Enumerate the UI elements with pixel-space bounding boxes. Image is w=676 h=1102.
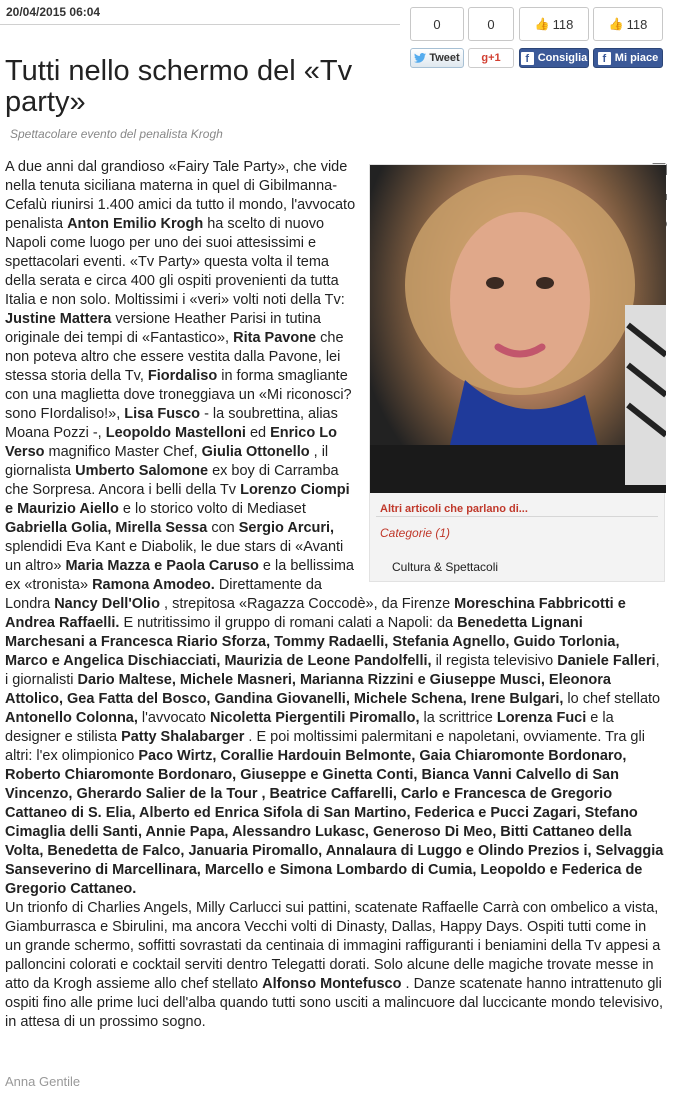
person-name: Gabriella Golia, Mirella Sessa: [5, 520, 208, 536]
person-name: Daniele Falleri: [557, 653, 656, 669]
person-name: Maria Mazza e Paola Caruso: [65, 558, 259, 574]
article-body: [5, 158, 665, 1032]
person-name: Paco Wirtz, Corallie Hardouin Belmonte, Gaia Chiaromonte Bordonaro, Roberto Chiaromonte Bordonaro, Giuseppe e Ginetta Conti, Bianca Vanni Calvello di San Vincenzo, Gherardo Salier de la Tour , Beatrice Caffarelli, Carlo e Francesca de Gregorio Cattaneo di S. Elia, Alberto ed Enrica Sifola di San Martino, Federica e Pucci Zagari, Stefano Cimaglia delli Santi, Annie Papa, Alessandro Lukasc, Generoso Di Meo, Bitti Cattaneo della Volta, Benedetta de Falco, Januaria Piromallo, Annalaura di Luggo e Olindo Prezios i, Selvaggia Sanseverino di Marcellinara, Marcello e Simona Lombardo di Cumia, Leopoldo e Federica de Gregorio Cattaneo.: [5, 748, 664, 897]
person-name: Nicoletta Piergentili Piromallo,: [210, 710, 420, 726]
facebook-icon: f: [521, 52, 534, 65]
counter-value: 118: [626, 16, 648, 32]
twitter-icon: [414, 53, 426, 63]
gplus-button[interactable]: [468, 48, 514, 68]
mi-piace-label: Mi piace: [614, 52, 659, 64]
person-name: Leopoldo Mastelloni: [105, 425, 246, 441]
article-date: 20/04/2015 06:04: [6, 5, 101, 19]
text-run: in forma smagliante con una maglietta dove troneggiava un «Mi riconosci? sono FIordaliso!»,: [5, 368, 352, 422]
related-box: [369, 164, 665, 582]
text-run: . E poi moltissimi palermitani e napoletani, ovviamente. Tra gli altri: l'ex olimpionico: [5, 729, 645, 764]
text-run: , il giornalista: [5, 444, 329, 479]
person-name: Moreschina Fabbricotti e Andrea Raffaelli.: [5, 596, 626, 631]
category-label[interactable]: Categorie (1): [380, 526, 451, 540]
text-run: e lo storico volto di Mediaset: [118, 501, 306, 517]
thumbs-up-icon: 👍: [534, 17, 550, 31]
counter-value: 0: [487, 16, 495, 32]
person-name: Anton Emilio Krogh: [67, 216, 204, 232]
text-run: E nutritissimo il gruppo di romani calati a Napoli: da: [119, 615, 458, 631]
share-counter-consiglia: [519, 7, 589, 41]
counter-value: 118: [552, 16, 574, 32]
text-run: l'avvocato: [137, 710, 210, 726]
person-name: Patty Shalabarger: [121, 729, 245, 745]
text-run: Un trionfo di Charlies Angels, Milly Carlucci sui pattini, scatenate Raffaelle Carrà con ombelico a vista, Giamburrasca e Sbirulini, ma ancora Vecchi volti di Dinasty, Dallas, Happy Days. Ospiti tutti come in un grande schermo, soffitti sovrastati da centinaia di immagini raffiguranti i beniamini della Tv appesi a palloncini colorati e cocktail serviti dentro Telegatti dorati. Solo alcune delle magiche trovate messe in atto da Krogh assieme allo chef stellato: [5, 900, 661, 992]
related-divider: [376, 516, 658, 517]
text-run: ex boy di Carramba che Sorpresa. Ancora i belli della Tv: [5, 463, 339, 498]
share-counter-mipiace: [593, 7, 663, 41]
text-run: splendidi Eva Kant e Diabolik, le due stars di «Avanti un altro»: [5, 539, 344, 574]
person-name: Lisa Fusco: [124, 406, 201, 422]
tweet-button[interactable]: [410, 48, 464, 68]
person-name: Alfonso Montefusco: [262, 976, 402, 992]
person-name: Umberto Salomone: [75, 463, 209, 479]
text-run: , strepitosa «Ragazza Coccodè», da Firenze: [159, 596, 455, 612]
person-name: Nancy Dell'Olio: [54, 596, 160, 612]
text-run: che non poteva altro che essere vestita dalla Pavone, lei stessa storia della Tv,: [5, 330, 344, 384]
text-run: ha scelto di nuovo Napoli come luogo per uno dei suoi attesissimi e spettacolari eventi. «Tv Party» questa volta il tema della serata e circa 400 gli ospiti provenienti da tutta Italia e non solo. Moltissimi i «veri» volti noti della Tv:: [5, 216, 345, 308]
share-counter-tweet: [410, 7, 464, 41]
text-run: , i giornalisti: [5, 653, 660, 688]
person-name: Fiordaliso: [147, 368, 218, 384]
person-name: Lorenza Fuci: [496, 710, 587, 726]
text-run: magnifico Master Chef,: [44, 444, 202, 460]
person-name: Benedetta Lignani Marchesani a Francesca Riario Sforza, Tommy Radaelli, Stefania Agnello, Guido Torlonia, Marco e Angelica Dischiacciati, Maurizia de Leone Pandolfelli,: [5, 615, 620, 669]
related-title: Altri articoli che parlano di...: [380, 503, 528, 515]
consiglia-label: Consiglia: [537, 52, 588, 64]
article-photo: [370, 165, 666, 493]
text-run: la scrittrice: [419, 710, 497, 726]
text-run: . Danze scatenate hanno intrattenuto gli ospiti fino alle prime luci dell'alba quando tutti sono usciti a malincuore dal luccicante mondo televisivo, in attesa di un prossimo sogno.: [5, 976, 664, 1030]
text-run: e la bellissima ex «tronista»: [5, 558, 354, 593]
person-name: Lorenzo Ciompi e Maurizio Aiello: [5, 482, 350, 517]
tweet-label: Tweet: [429, 52, 460, 64]
article-subtitle: Spettacolare evento del penalista Krogh: [10, 127, 223, 141]
text-run: lo chef stellato: [563, 691, 661, 707]
person-name: Sergio Arcuri,: [238, 520, 335, 536]
person-name: Ramona Amodeo.: [92, 577, 215, 593]
article-title: Tutti nello schermo del «Tv party»: [5, 55, 353, 118]
gplus-label: g+1: [481, 52, 501, 64]
text-run: A due anni dal grandioso «Fairy Tale Party», che vide nella tenuta siciliana materna in quel di Gibilmanna-Cefalù riunirsi 1.400 amici da tutto il mondo, l'avvocato penalista: [5, 159, 356, 232]
text-run: il regista televisivo: [431, 653, 558, 669]
category-link[interactable]: Cultura & Spettacoli: [392, 560, 499, 574]
article-paragraph: [5, 899, 665, 1032]
share-counters: [410, 7, 670, 71]
facebook-icon: f: [598, 52, 611, 65]
thumbs-up-icon: 👍: [608, 17, 624, 31]
person-name: Antonello Colonna,: [5, 710, 138, 726]
share-counter-gplus: [468, 7, 514, 41]
text-run: Direttamente da Londra: [5, 577, 322, 612]
person-name: Giulia Ottonello: [201, 444, 310, 460]
mi-piace-button[interactable]: [593, 48, 663, 68]
counter-value: 0: [433, 16, 441, 32]
text-run: e la designer e stilista: [5, 710, 614, 745]
text-run: - la soubrettina, alias Moana Pozzi -,: [5, 406, 338, 441]
person-name: Rita Pavone: [233, 330, 317, 346]
article-author: Anna Gentile: [5, 1074, 81, 1089]
header-divider: [0, 24, 400, 25]
text-run: ed: [245, 425, 271, 441]
person-name: Justine Mattera: [5, 311, 112, 327]
person-name: Enrico Lo Verso: [5, 425, 337, 460]
text-run: versione Heather Parisi in tutina originale dei tempi di «Fantastico»,: [5, 311, 321, 346]
consiglia-button[interactable]: [519, 48, 589, 68]
text-run: con: [207, 520, 239, 536]
person-name: Dario Maltese, Michele Masneri, Marianna Rizzini e Giuseppe Musci, Eleonora Attolico, Gea Fatta del Bosco, Gandina Giovanelli, Michele Schena, Irene Bulgari,: [5, 672, 611, 707]
